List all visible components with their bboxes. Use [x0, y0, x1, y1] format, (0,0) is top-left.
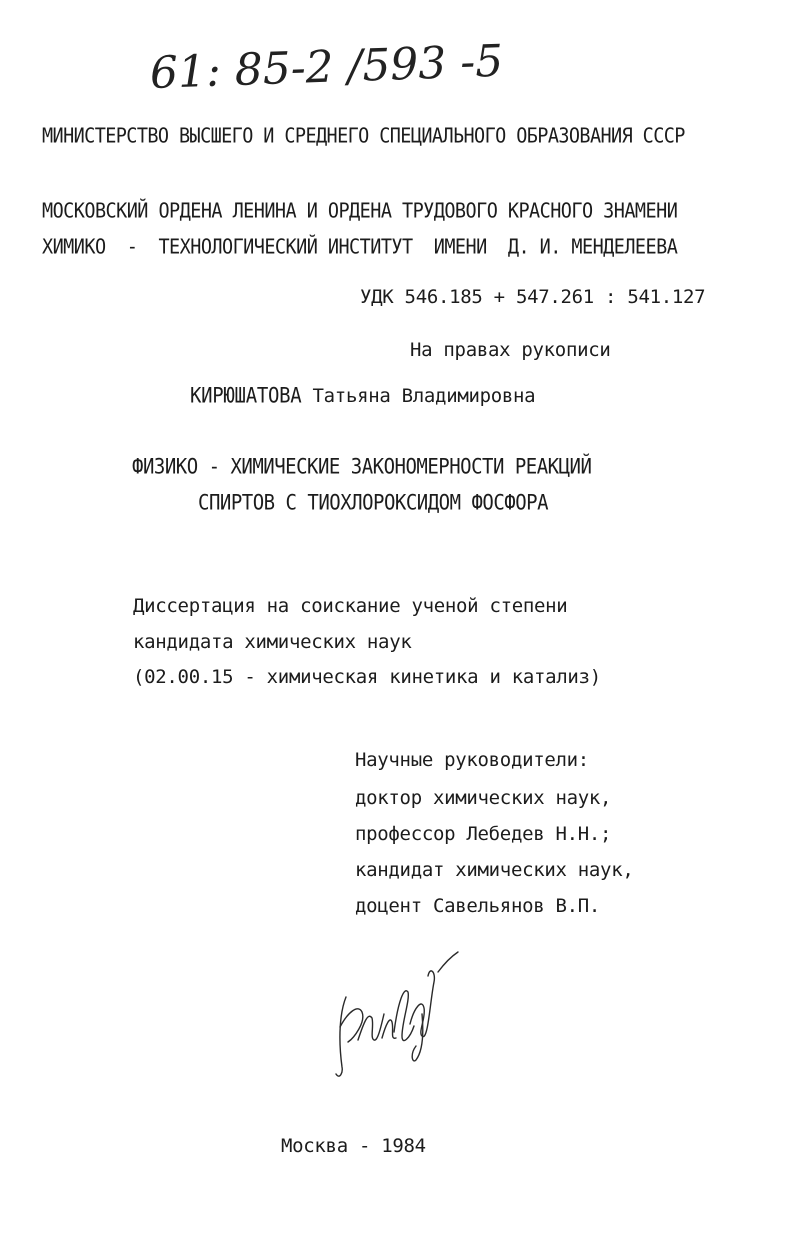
degree-line-1: Диссертация на соискание ученой степени [133, 595, 568, 617]
institute-line-1: МОСКОВСКИЙ ОРДЕНА ЛЕНИНА И ОРДЕНА ТРУДОВОГО КРАСНОГО ЗНАМЕНИ [42, 199, 678, 224]
author-given-names: Татьяна Владимировна [312, 385, 536, 407]
institute-line-2: ХИМИКО - ТЕХНОЛОГИЧЕСКИЙ ИНСТИТУТ ИМЕНИ Д. И. МЕНДЕЛЕЕВА [42, 235, 678, 260]
manuscript-note: На правах рукописи [410, 339, 611, 361]
degree-line-2: кандидата химических наук [133, 631, 412, 653]
supervisors-heading: Научные руководители: [355, 749, 589, 771]
ministry-line: МИНИСТЕРСТВО ВЫСШЕГО И СРЕДНЕГО СПЕЦИАЛЬНОГО ОБРАЗОВАНИЯ СССР [42, 124, 685, 149]
supervisor-1-name: профессор Лебедев Н.Н.; [355, 823, 612, 845]
supervisor-2-degree: кандидат химических наук, [355, 859, 634, 881]
degree-line-3: (02.00.15 - химическая кинетика и катализ) [133, 666, 601, 688]
supervisor-2-name: доцент Савельянов В.П. [355, 895, 601, 917]
archive-call-number: 61: 85-2 /593 -5 [149, 35, 504, 99]
thesis-title-line-2: СПИРТОВ С ТИОХЛОРОКСИДОМ ФОСФОРА [198, 490, 549, 516]
place-and-year: Москва - 1984 [281, 1135, 426, 1157]
author-name [190, 384, 535, 408]
handwritten-signature [318, 942, 468, 1092]
thesis-title-line-1: ФИЗИКО - ХИМИЧЕСКИЕ ЗАКОНОМЕРНОСТИ РЕАКЦИЙ [132, 454, 592, 480]
author-surname: КИРЮШАТОВА [190, 383, 302, 409]
udc-code: УДК 546.185 + 547.261 : 541.127 [360, 286, 706, 308]
supervisor-1-degree: доктор химических наук, [355, 787, 612, 809]
